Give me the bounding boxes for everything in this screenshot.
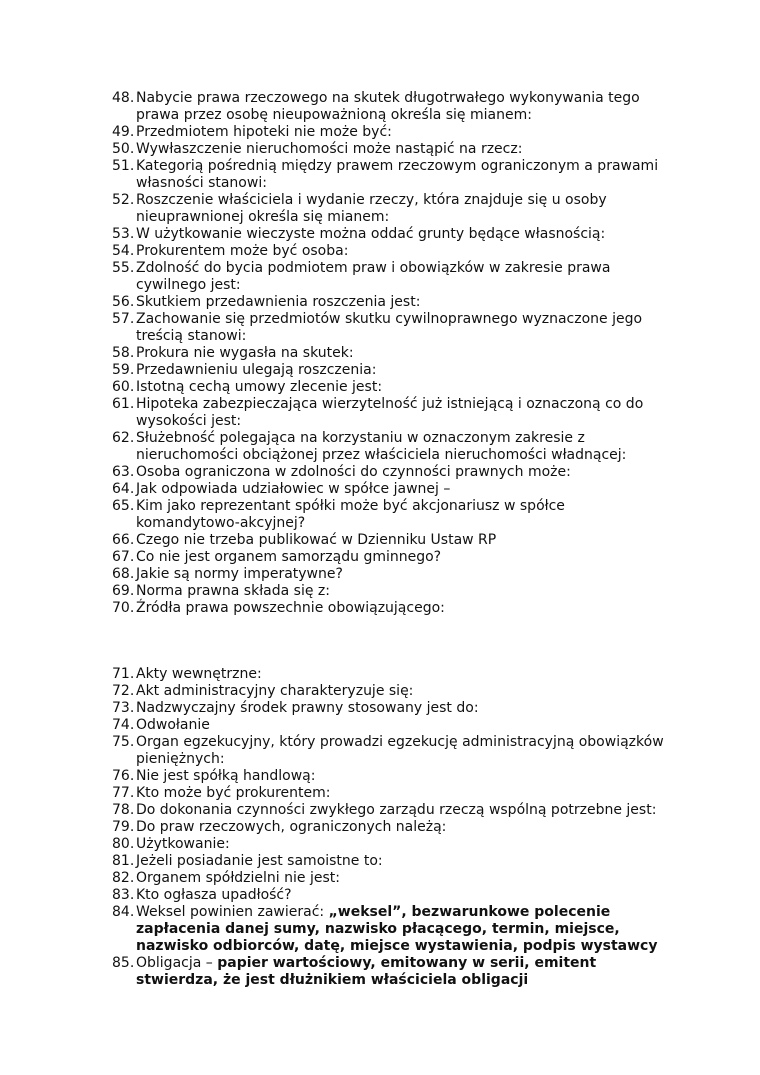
question-text: Kto może być prokurentem: — [136, 785, 331, 801]
question-item — [112, 870, 672, 887]
question-text: Przedawnieniu ulegają roszczenia: — [136, 362, 377, 378]
question-text: Kategorią pośrednią między prawem rzeczowym ograniczonym a prawami własności stanowi: — [136, 158, 659, 191]
question-number: 54. — [112, 243, 135, 259]
question-item — [112, 141, 672, 158]
question-item — [112, 836, 672, 853]
question-text — [136, 955, 672, 989]
question-number: 59. — [112, 362, 135, 378]
question-item — [112, 243, 672, 260]
question-item — [112, 430, 672, 464]
question-item — [112, 226, 672, 243]
question-number: 57. — [112, 311, 135, 327]
question-text: Do praw rzeczowych, ograniczonych należą: — [136, 819, 447, 835]
question-item — [112, 566, 672, 583]
question-text: Czego nie trzeba publikować w Dzienniku Ustaw RP — [136, 532, 497, 548]
question-text: Nabycie prawa rzeczowego na skutek długotrwałego wykonywania tego prawa przez osobę nieupoważnioną określa się mianem: — [136, 90, 640, 123]
question-text: Istotną cechą umowy zlecenie jest: — [136, 379, 383, 395]
question-number: 55. — [112, 260, 135, 276]
question-item — [112, 700, 672, 717]
question-text: Prokurentem może być osoba: — [136, 243, 349, 259]
question-item — [112, 583, 672, 600]
question-item — [112, 549, 672, 566]
question-list — [112, 90, 672, 989]
question-text: Przedmiotem hipoteki nie może być: — [136, 124, 392, 140]
question-item — [112, 481, 672, 498]
question-item — [112, 853, 672, 870]
question-number: 64. — [112, 481, 135, 497]
question-item — [112, 734, 672, 768]
question-prefix: Obligacja – — [136, 955, 218, 971]
question-item — [112, 666, 672, 683]
question-item — [112, 464, 672, 481]
question-text: Roszczenie właściciela i wydanie rzeczy, która znajduje się u osoby nieuprawnionej określa się mianem: — [136, 192, 607, 225]
question-item — [112, 683, 672, 700]
question-text: Źródła prawa powszechnie obowiązującego: — [136, 600, 445, 616]
question-number: 63. — [112, 464, 135, 480]
question-item — [112, 345, 672, 362]
question-number: 56. — [112, 294, 135, 310]
question-number: 85. — [112, 955, 135, 971]
question-number: 50. — [112, 141, 135, 157]
question-number: 49. — [112, 124, 135, 140]
question-text: Prokura nie wygasła na skutek: — [136, 345, 354, 361]
question-number: 82. — [112, 870, 135, 886]
question-item — [112, 802, 672, 819]
question-item — [112, 158, 672, 192]
question-item — [112, 311, 672, 345]
question-number: 51. — [112, 158, 135, 174]
question-text: Jak odpowiada udziałowiec w spółce jawnej – — [136, 481, 451, 497]
question-number: 74. — [112, 717, 135, 733]
question-text: Wywłaszczenie nieruchomości może nastąpić na rzecz: — [136, 141, 523, 157]
question-item — [112, 887, 672, 904]
question-text: Zachowanie się przedmiotów skutku cywilnoprawnego wyznaczone jego treścią stanowi: — [136, 311, 643, 344]
question-text: Organ egzekucyjny, który prowadzi egzekucję administracyjną obowiązków pieniężnych: — [136, 734, 664, 767]
question-text: Zdolność do bycia podmiotem praw i obowiązków w zakresie prawa cywilnego jest: — [136, 260, 611, 293]
question-number: 58. — [112, 345, 135, 361]
question-item — [112, 362, 672, 379]
question-item — [112, 294, 672, 311]
question-text: Odwołanie — [136, 717, 210, 733]
question-text: Akty wewnętrzne: — [136, 666, 262, 682]
question-text: Akt administracyjny charakteryzuje się: — [136, 683, 414, 699]
question-number: 70. — [112, 600, 135, 616]
question-text: Norma prawna składa się z: — [136, 583, 330, 599]
question-number: 68. — [112, 566, 135, 582]
question-item — [112, 785, 672, 802]
question-number: 69. — [112, 583, 135, 599]
question-prefix: Weksel powinien zawierać: — [136, 904, 329, 920]
question-number: 60. — [112, 379, 135, 395]
question-number: 78. — [112, 802, 135, 818]
question-text: Co nie jest organem samorządu gminnego? — [136, 549, 442, 565]
question-text: Nadzwyczajny środek prawny stosowany jest do: — [136, 700, 479, 716]
question-item-84 — [112, 904, 672, 955]
question-item — [112, 379, 672, 396]
question-number: 79. — [112, 819, 135, 835]
answer-text: papier wartościowy, emitowany w serii, emitent stwierdza, że jest dłużnikiem właściciela obligacji — [136, 955, 597, 988]
question-text: Do dokonania czynności zwykłego zarządu rzeczą wspólną potrzebne jest: — [136, 802, 657, 818]
question-group-71-83 — [112, 666, 672, 904]
question-number: 77. — [112, 785, 135, 801]
question-text: Osoba ograniczona w zdolności do czynności prawnych może: — [136, 464, 571, 480]
question-number: 61. — [112, 396, 135, 412]
question-number: 48. — [112, 90, 135, 106]
question-number: 75. — [112, 734, 135, 750]
answer-text: „weksel”, bezwarunkowe polecenie zapłacenia danej sumy, nazwisko płacącego, termin, miejsce, nazwisko odbiorców, datę, miejsce wystawienia, podpis wystawcy — [136, 904, 658, 954]
question-text: Jakie są normy imperatywne? — [136, 566, 343, 582]
question-item — [112, 90, 672, 124]
question-item — [112, 819, 672, 836]
question-item — [112, 124, 672, 141]
question-item — [112, 532, 672, 549]
question-text: Nie jest spółką handlową: — [136, 768, 316, 784]
question-number: 66. — [112, 532, 135, 548]
question-item — [112, 260, 672, 294]
question-text: Organem spółdzielni nie jest: — [136, 870, 340, 886]
question-number: 72. — [112, 683, 135, 699]
question-text: Hipoteka zabezpieczająca wierzytelność już istniejącą i oznaczoną co do wysokości jest: — [136, 396, 644, 429]
question-text: Skutkiem przedawnienia roszczenia jest: — [136, 294, 421, 310]
question-item — [112, 768, 672, 785]
question-text: Kto ogłasza upadłość? — [136, 887, 292, 903]
question-item — [112, 192, 672, 226]
question-number: 76. — [112, 768, 135, 784]
question-number: 65. — [112, 498, 135, 514]
question-text: W użytkowanie wieczyste można oddać grunty będące własnością: — [136, 226, 606, 242]
question-item-85 — [112, 955, 672, 989]
question-number: 81. — [112, 853, 135, 869]
question-number: 71. — [112, 666, 135, 682]
question-item — [112, 717, 672, 734]
section-gap — [112, 617, 672, 666]
question-number: 62. — [112, 430, 135, 446]
question-number: 73. — [112, 700, 135, 716]
question-number: 83. — [112, 887, 135, 903]
question-text: Kim jako reprezentant spółki może być akcjonariusz w spółce komandytowo-akcyjnej? — [136, 498, 565, 531]
question-text: Służebność polegająca na korzystaniu w oznaczonym zakresie z nieruchomości obciążonej przez właściciela nieruchomości władnącej: — [136, 430, 627, 463]
question-number: 53. — [112, 226, 135, 242]
question-item — [112, 396, 672, 430]
question-item — [112, 498, 672, 532]
question-item — [112, 600, 672, 617]
question-text: Jeżeli posiadanie jest samoistne to: — [136, 853, 383, 869]
question-group-48-70 — [112, 90, 672, 617]
question-number: 84. — [112, 904, 135, 920]
question-text: Użytkowanie: — [136, 836, 230, 852]
question-number: 80. — [112, 836, 135, 852]
question-text — [136, 904, 672, 955]
question-number: 52. — [112, 192, 135, 208]
question-number: 67. — [112, 549, 135, 565]
